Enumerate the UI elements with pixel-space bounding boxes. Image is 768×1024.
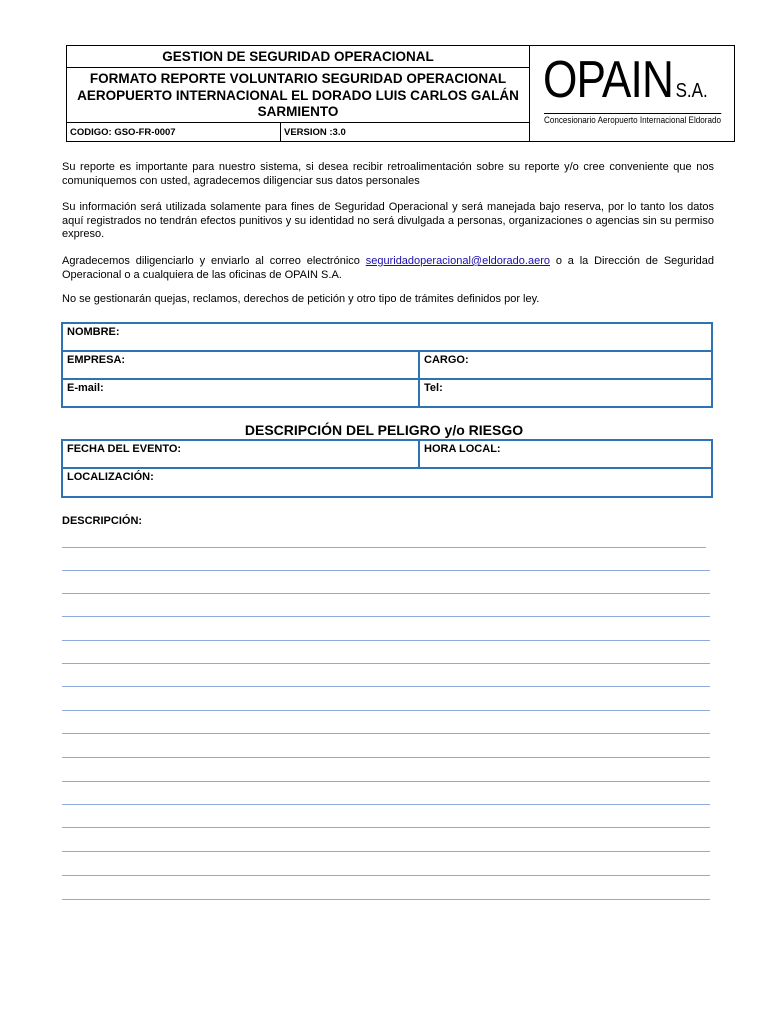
logo-sa-text: S.A. [675,80,708,102]
ruled-line [62,733,710,734]
paragraph-3-end: o a la Dirección de Seguridad Operacional o a cualquiera de las oficinas de OPAIN S.A. [62,255,714,281]
fecha-evento-field[interactable]: FECHA DEL EVENTO: [67,443,182,455]
ruled-line [62,710,710,711]
logo-wordmark [543,51,708,109]
form-version: VERSION :3.0 [284,126,346,138]
empresa-field[interactable]: EMPRESA: [67,354,126,366]
email-link[interactable]: seguridadoperacional@eldorado.aero [365,255,550,267]
row-empresa [63,352,711,380]
event-data-table [61,439,713,498]
intro-paragraph-1: Su reporte es importante para nuestro sistema, si desea recibir retroalimentación sobre su reporte y/o cree conveniente que nos comuniquemos con usted, agradecemos diligenciar sus datos personales [62,161,714,187]
hora-local-field[interactable]: HORA LOCAL: [418,441,711,467]
nombre-field[interactable]: NOMBRE: [67,326,120,338]
paragraph-3-start: Agradecemos diligenciarlo y enviarlo al correo electrónico [62,255,366,267]
ruled-line [62,827,710,828]
logo-tagline: Concesionario Aeropuerto Internacional Eldorado [544,115,721,125]
row-email [63,380,711,406]
header-title-block [67,46,530,141]
row-nombre [63,324,711,352]
intro-paragraph-3 [62,255,714,282]
ruled-line [62,781,710,782]
form-code: CODIGO: GSO-FR-0007 [67,123,281,141]
ruled-line [62,757,710,758]
document-header [66,45,735,142]
ruled-line [62,570,710,571]
header-meta [67,123,529,141]
form-title: FORMATO REPORTE VOLUNTARIO SEGURIDAD OPERACIONAL AEROPUERTO INTERNACIONAL EL DORADO LUIS CARLOS GALÁN SARMIENTO [67,68,529,123]
intro-paragraph-2: Su información será utilizada solamente para fines de Seguridad Operacional y será manejada bajo reserva, por lo tanto los datos aquí registrados no tendrán efectos punitivos y su identidad no será divulgada a personas, organizaciones o agencias sin su permiso expreso. [62,201,714,240]
ruled-line [62,899,710,900]
ruled-line [62,875,710,876]
descripcion-label: DESCRIPCIÓN: [62,515,143,527]
ruled-line [62,804,710,805]
localizacion-field[interactable]: LOCALIZACIÓN: [67,471,154,483]
email-field[interactable]: E-mail: [67,382,104,394]
cargo-field[interactable]: CARGO: [418,352,711,378]
ruled-line [62,851,710,852]
ruled-line [62,640,710,641]
personal-data-table [61,322,713,408]
row-fecha [63,441,711,469]
ruled-line [62,593,710,594]
header-title: GESTION DE SEGURIDAD OPERACIONAL [67,46,529,68]
tel-field[interactable]: Tel: [418,380,711,406]
ruled-line [62,616,710,617]
row-localizacion [63,469,711,496]
logo-main-text: OPAIN [543,51,674,109]
hazard-section-title: DESCRIPCIÓN DEL PELIGRO y/o RIESGO [244,422,524,438]
ruled-line [62,686,710,687]
ruled-line [62,663,710,664]
opain-logo [530,46,734,141]
ruled-line [62,547,706,548]
intro-paragraph-4: No se gestionarán quejas, reclamos, derechos de petición y otro tipo de trámites definidos por ley. [62,293,540,305]
